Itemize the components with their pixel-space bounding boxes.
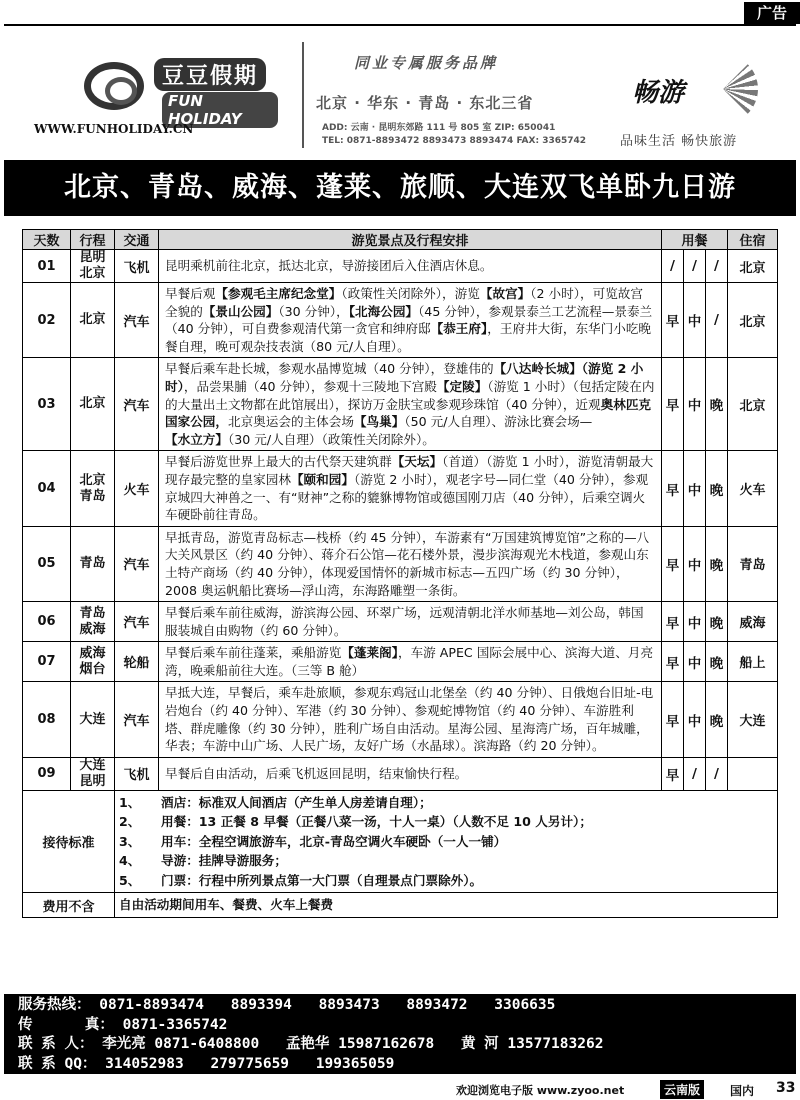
contact-person: 黄 河 13577183262: [460, 1036, 604, 1052]
standards-label: 接待标准: [23, 790, 115, 893]
stay-cell: 北京: [728, 283, 778, 358]
company-logo: [28, 54, 278, 128]
table-row: [23, 682, 778, 757]
slogan: 同业专属服务品牌: [354, 54, 499, 72]
description-text: （30 分钟），: [278, 303, 349, 319]
meal-lunch: /: [684, 757, 706, 790]
header-meals: 用餐: [662, 230, 728, 250]
route-cell: 北京 青岛: [71, 451, 115, 526]
attraction-highlight: 【八达岭长城】（游览 2 小时）: [165, 361, 644, 394]
meal-dinner: /: [706, 283, 728, 358]
day-cell: 08: [23, 682, 71, 757]
description-cell: [159, 682, 662, 757]
stay-cell: 船上: [728, 642, 778, 682]
header-divider: [302, 42, 304, 148]
transport-cell: 飞机: [115, 757, 159, 790]
description-text: 北京奥运会的主体会场: [227, 414, 354, 430]
standard-item: [119, 793, 773, 813]
meal-breakfast: 早: [662, 451, 684, 526]
standard-number: 5、: [119, 872, 141, 888]
hotline-row: [18, 996, 782, 1016]
transport-cell: 汽车: [115, 358, 159, 451]
description-cell: [159, 526, 662, 601]
route-cell: 威海 烟台: [71, 642, 115, 682]
description-text: ，品尝果脯（40 分钟），参观十三陵地下宫殿: [183, 378, 437, 394]
ad-tag: 广告: [744, 2, 800, 24]
header-stay: 住宿: [728, 230, 778, 250]
description-text: （2 小时），可览故宫全貌的: [165, 286, 643, 319]
address-line: ADD: 云南 · 昆明东郊路 111 号 805 室 ZIP: 650041: [322, 123, 556, 133]
standard-number: 3、: [119, 833, 141, 849]
standard-text: 用车：全程空调旅游车，北京-青岛空调火车硬卧（一人一铺）: [161, 833, 507, 849]
stay-cell: 大连: [728, 682, 778, 757]
attraction-highlight: 【景山公园】: [202, 303, 279, 319]
standards-row: [23, 790, 778, 893]
fax-row: [18, 1016, 782, 1036]
standard-item: [119, 871, 773, 891]
edition-badge: 云南版: [660, 1080, 704, 1099]
meal-dinner: 晚: [706, 682, 728, 757]
header-transport: 交通: [115, 230, 159, 250]
excluded-text: 自由活动期间用车、餐费、火车上餐费: [115, 893, 778, 918]
header-day: 天数: [23, 230, 71, 250]
brand-logo: [628, 54, 768, 124]
person-label: 联 系 人：: [18, 1036, 94, 1052]
excluded-row: [23, 893, 778, 918]
description-text: 早餐后乘车赴长城，参观水晶博览城（40 分钟），登雄伟的: [165, 361, 494, 377]
route-cell: 青岛: [71, 526, 115, 601]
description-text: 早餐后自由活动，后乘飞机返回昆明，结束愉快行程。: [165, 766, 468, 782]
meal-breakfast: 早: [662, 358, 684, 451]
attraction-highlight: 【定陵】: [436, 378, 488, 394]
standard-text: 用餐：13 正餐 8 早餐（正餐八菜一汤，十人一桌）（人数不足 10 人另计）；: [161, 814, 592, 830]
stay-cell: 青岛: [728, 526, 778, 601]
attraction-highlight: 【天坛】: [391, 454, 443, 470]
page-number: 33: [776, 1080, 796, 1096]
meal-dinner: 晚: [706, 358, 728, 451]
description-text: （游览 1 小时）（包括定陵在内的大量出土文物都在此馆展出），探访万金肤宝或参观珍珠馆（40 分钟），近观: [165, 378, 655, 412]
table-row: [23, 451, 778, 526]
description-text: ，王府井大街，东华门小吃晚餐自理，晚可观杂技表演（80 元/人自理）。: [165, 321, 651, 354]
brand-name: 畅游: [632, 78, 685, 108]
meal-lunch: 中: [684, 358, 706, 451]
table-row: [23, 526, 778, 601]
brand-tagline: 品味生活 畅快旅游: [620, 134, 738, 149]
description-text: （政策性关闭除外），游览: [341, 286, 480, 301]
standard-number: 2、: [119, 814, 141, 830]
description-cell: [159, 602, 662, 642]
section-label: 国内: [730, 1084, 755, 1098]
standard-item: [119, 812, 773, 832]
transport-cell: 汽车: [115, 283, 159, 358]
description-text: （游览 2 小时），观老字号—同仁堂（40 分钟），参观京城四大神兽之一、有“财神”之称的貔貅博物馆或德国刚刀店（40 分钟），后乘空调火车硬卧前往青岛。: [165, 471, 649, 523]
qq-number: 314052983: [105, 1055, 184, 1072]
standard-number: 1、: [119, 794, 141, 810]
contact-person: 李光亮 0871-6408800: [102, 1036, 260, 1052]
description-text: 早餐后乘车前往蓬莱，乘船游览: [165, 645, 342, 661]
table-row: [23, 757, 778, 790]
description-cell: [159, 642, 662, 682]
day-cell: 04: [23, 451, 71, 526]
description-cell: [159, 757, 662, 790]
transport-cell: 飞机: [115, 250, 159, 283]
stay-cell: 北京: [728, 250, 778, 283]
table-row: [23, 283, 778, 358]
table-row: [23, 642, 778, 682]
hotline-number: 8893472: [406, 997, 468, 1013]
meal-breakfast: 早: [662, 602, 684, 642]
standard-text: 门票：行程中所列景点第一大门票（自理景点门票除外）。: [161, 872, 483, 888]
footer-website: 欢迎浏览电子版 www.zyoo.net: [456, 1084, 625, 1097]
meal-lunch: /: [684, 250, 706, 283]
standard-number: 4、: [119, 853, 141, 869]
title-bar: [4, 160, 796, 216]
description-text: 早餐后游览世界上最大的古代祭天建筑群: [165, 454, 392, 470]
description-text: （50 元/人自理）、游泳比赛会场—: [404, 414, 593, 430]
transport-cell: 汽车: [115, 602, 159, 642]
hotline-number: 8893394: [230, 997, 292, 1013]
meal-dinner: 晚: [706, 642, 728, 682]
transport-cell: 汽车: [115, 526, 159, 601]
route-cell: 北京: [71, 358, 115, 451]
hotline-label: 服务热线：: [18, 997, 91, 1013]
qq-number: 279775659: [210, 1055, 290, 1072]
transport-cell: 轮船: [115, 642, 159, 682]
description-text: 早抵大连，早餐后，乘车赴旅顺，参观东鸡冠山北堡垒（约 40 分钟）、日俄炮台旧址-电岩炮台（约 40 分钟）、军港（约 30 分钟）、参观蛇博物馆（约 40 分钟）、车游胜利塔、群虎雕像（约 30 分钟），胜利广场自由活动。星海公园、星海湾广场，百年城雕，华表；车游中山广场、人民广场，友好广场（水晶球）。滨海路（约 20 分钟）。: [165, 685, 654, 754]
day-cell: 09: [23, 757, 71, 790]
description-cell: [159, 451, 662, 526]
description-cell: [159, 250, 662, 283]
fax-number: 0871-3365742: [122, 1016, 228, 1033]
meal-lunch: 中: [684, 526, 706, 601]
attraction-highlight: 【故宫】: [479, 286, 531, 301]
cities: 北京 · 华东 · 青岛 · 东北三省: [316, 94, 534, 112]
address-block: [322, 122, 586, 148]
itinerary-table: [22, 229, 778, 918]
description-text: 昆明乘机前往北京，抵达北京，导游接团后入住酒店休息。: [165, 258, 493, 274]
attraction-highlight: 【鸟巢】: [353, 414, 405, 430]
contact-block: [4, 994, 796, 1074]
stay-cell: [728, 757, 778, 790]
meal-dinner: /: [706, 250, 728, 283]
attraction-highlight: 奥林匹克国家公园，: [165, 396, 651, 430]
attraction-highlight: 【水立方】: [165, 431, 228, 447]
day-cell: 06: [23, 602, 71, 642]
day-cell: 01: [23, 250, 71, 283]
meal-dinner: /: [706, 757, 728, 790]
description-text: 早抵青岛，游览青岛标志—栈桥（约 45 分钟），车游素有“万国建筑博览馆”之称的—八大关风景区（约 40 分钟）、蒋介石公馆—花石楼外景，漫步滨海观光木栈道，参观山东土特产商场（约 40 分钟），体现爱国情怀的新城市标志—五四广场（约 30 分钟），2008 奥运帆船比赛场—浮山湾，东海路雕塑一条街。: [165, 529, 650, 598]
day-cell: 07: [23, 642, 71, 682]
description-text: （30 元/人自理）（政策性关闭除外）。: [227, 431, 435, 447]
meal-dinner: 晚: [706, 451, 728, 526]
standards-list: [115, 790, 778, 893]
attraction-highlight: 【北海公园】: [348, 303, 419, 319]
stay-cell: 火车: [728, 451, 778, 526]
description-text: ，车游 APEC 国际会展中心、滨海大道、月亮湾，晚乘船前往大连。（三等 B 舱）: [165, 645, 654, 678]
meal-breakfast: 早: [662, 642, 684, 682]
description-cell: [159, 283, 662, 358]
description-text: 早餐后乘车前往威海，游滨海公园、环翠广场，远观清朝北洋水师基地—刘公岛，韩国服装城自由购物（约 60 分钟）。: [165, 605, 644, 638]
header-desc: 游览景点及行程安排: [159, 230, 662, 250]
standard-text: 导游：挂牌导游服务；: [161, 853, 287, 869]
table-header-row: [23, 230, 778, 250]
stay-cell: 北京: [728, 358, 778, 451]
stay-cell: 威海: [728, 602, 778, 642]
meal-breakfast: 早: [662, 283, 684, 358]
description-text: （45 分钟），参观景泰兰工艺流程—景泰兰（40 分钟），可自费参观清代第一贪官和绅府邸: [165, 303, 653, 337]
route-cell: 大连 昆明: [71, 757, 115, 790]
transport-cell: 汽车: [115, 682, 159, 757]
meal-lunch: 中: [684, 642, 706, 682]
meal-breakfast: 早: [662, 757, 684, 790]
route-cell: 昆明 北京: [71, 250, 115, 283]
day-cell: 02: [23, 283, 71, 358]
logo-en-name: FUN HOLIDAY: [162, 92, 278, 128]
attraction-highlight: 【参观毛主席纪念堂】: [215, 286, 342, 301]
qq-row: [18, 1055, 782, 1075]
attraction-highlight: 【颐和园】: [290, 471, 354, 487]
meal-lunch: 中: [684, 283, 706, 358]
description-cell: [159, 358, 662, 451]
page-title: 北京、青岛、威海、蓬莱、旅顺、大连双飞单卧九日游: [64, 172, 736, 203]
route-cell: 北京: [71, 283, 115, 358]
phone-line: TEL: 0871-8893472 8893473 8893474 FAX: 3365742: [322, 136, 587, 146]
meal-lunch: 中: [684, 602, 706, 642]
meal-breakfast: 早: [662, 682, 684, 757]
description-text: （首道）（游览 1 小时），游览清朝最大现存最完整的皇家园林: [165, 454, 654, 487]
standard-item: [119, 851, 773, 871]
meal-breakfast: /: [662, 250, 684, 283]
route-cell: 大连: [71, 682, 115, 757]
hotline-number: 3306635: [494, 997, 556, 1013]
fax-label: 传 真：: [18, 1016, 114, 1033]
attraction-highlight: 【蓬莱阁】: [341, 645, 398, 661]
meal-lunch: 中: [684, 451, 706, 526]
fan-icon: [688, 54, 758, 124]
table-row: [23, 250, 778, 283]
table-row: [23, 358, 778, 451]
meal-breakfast: 早: [662, 526, 684, 601]
qq-label: 联 系 QQ：: [18, 1055, 97, 1072]
hotline-number: 8893473: [318, 997, 380, 1013]
excluded-label: 费用不含: [23, 893, 115, 918]
day-cell: 03: [23, 358, 71, 451]
logo-cn-name: 豆豆假期: [154, 58, 266, 91]
meal-dinner: 晚: [706, 602, 728, 642]
logo-ring-icon: [84, 62, 144, 110]
description-text: 早餐后观: [165, 286, 216, 301]
qq-number: 199365059: [315, 1055, 395, 1072]
table-row: [23, 602, 778, 642]
transport-cell: 火车: [115, 451, 159, 526]
standard-item: [119, 832, 773, 852]
header-route: 行程: [71, 230, 115, 250]
route-cell: 青岛 威海: [71, 602, 115, 642]
standard-text: 酒店：标准双人间酒店（产生单人房差请自理）；: [161, 794, 432, 810]
contact-person: 孟艳华 15987162678: [285, 1036, 435, 1052]
day-cell: 05: [23, 526, 71, 601]
meal-dinner: 晚: [706, 526, 728, 601]
header: [4, 24, 796, 156]
footer: [0, 1079, 800, 1099]
website-url: WWW.FUNHOLIDAY.CN: [34, 122, 194, 136]
meal-lunch: 中: [684, 682, 706, 757]
person-row: [18, 1035, 782, 1055]
hotline-number: 0871-8893474: [99, 997, 204, 1013]
attraction-highlight: 【恭王府】: [430, 321, 488, 337]
